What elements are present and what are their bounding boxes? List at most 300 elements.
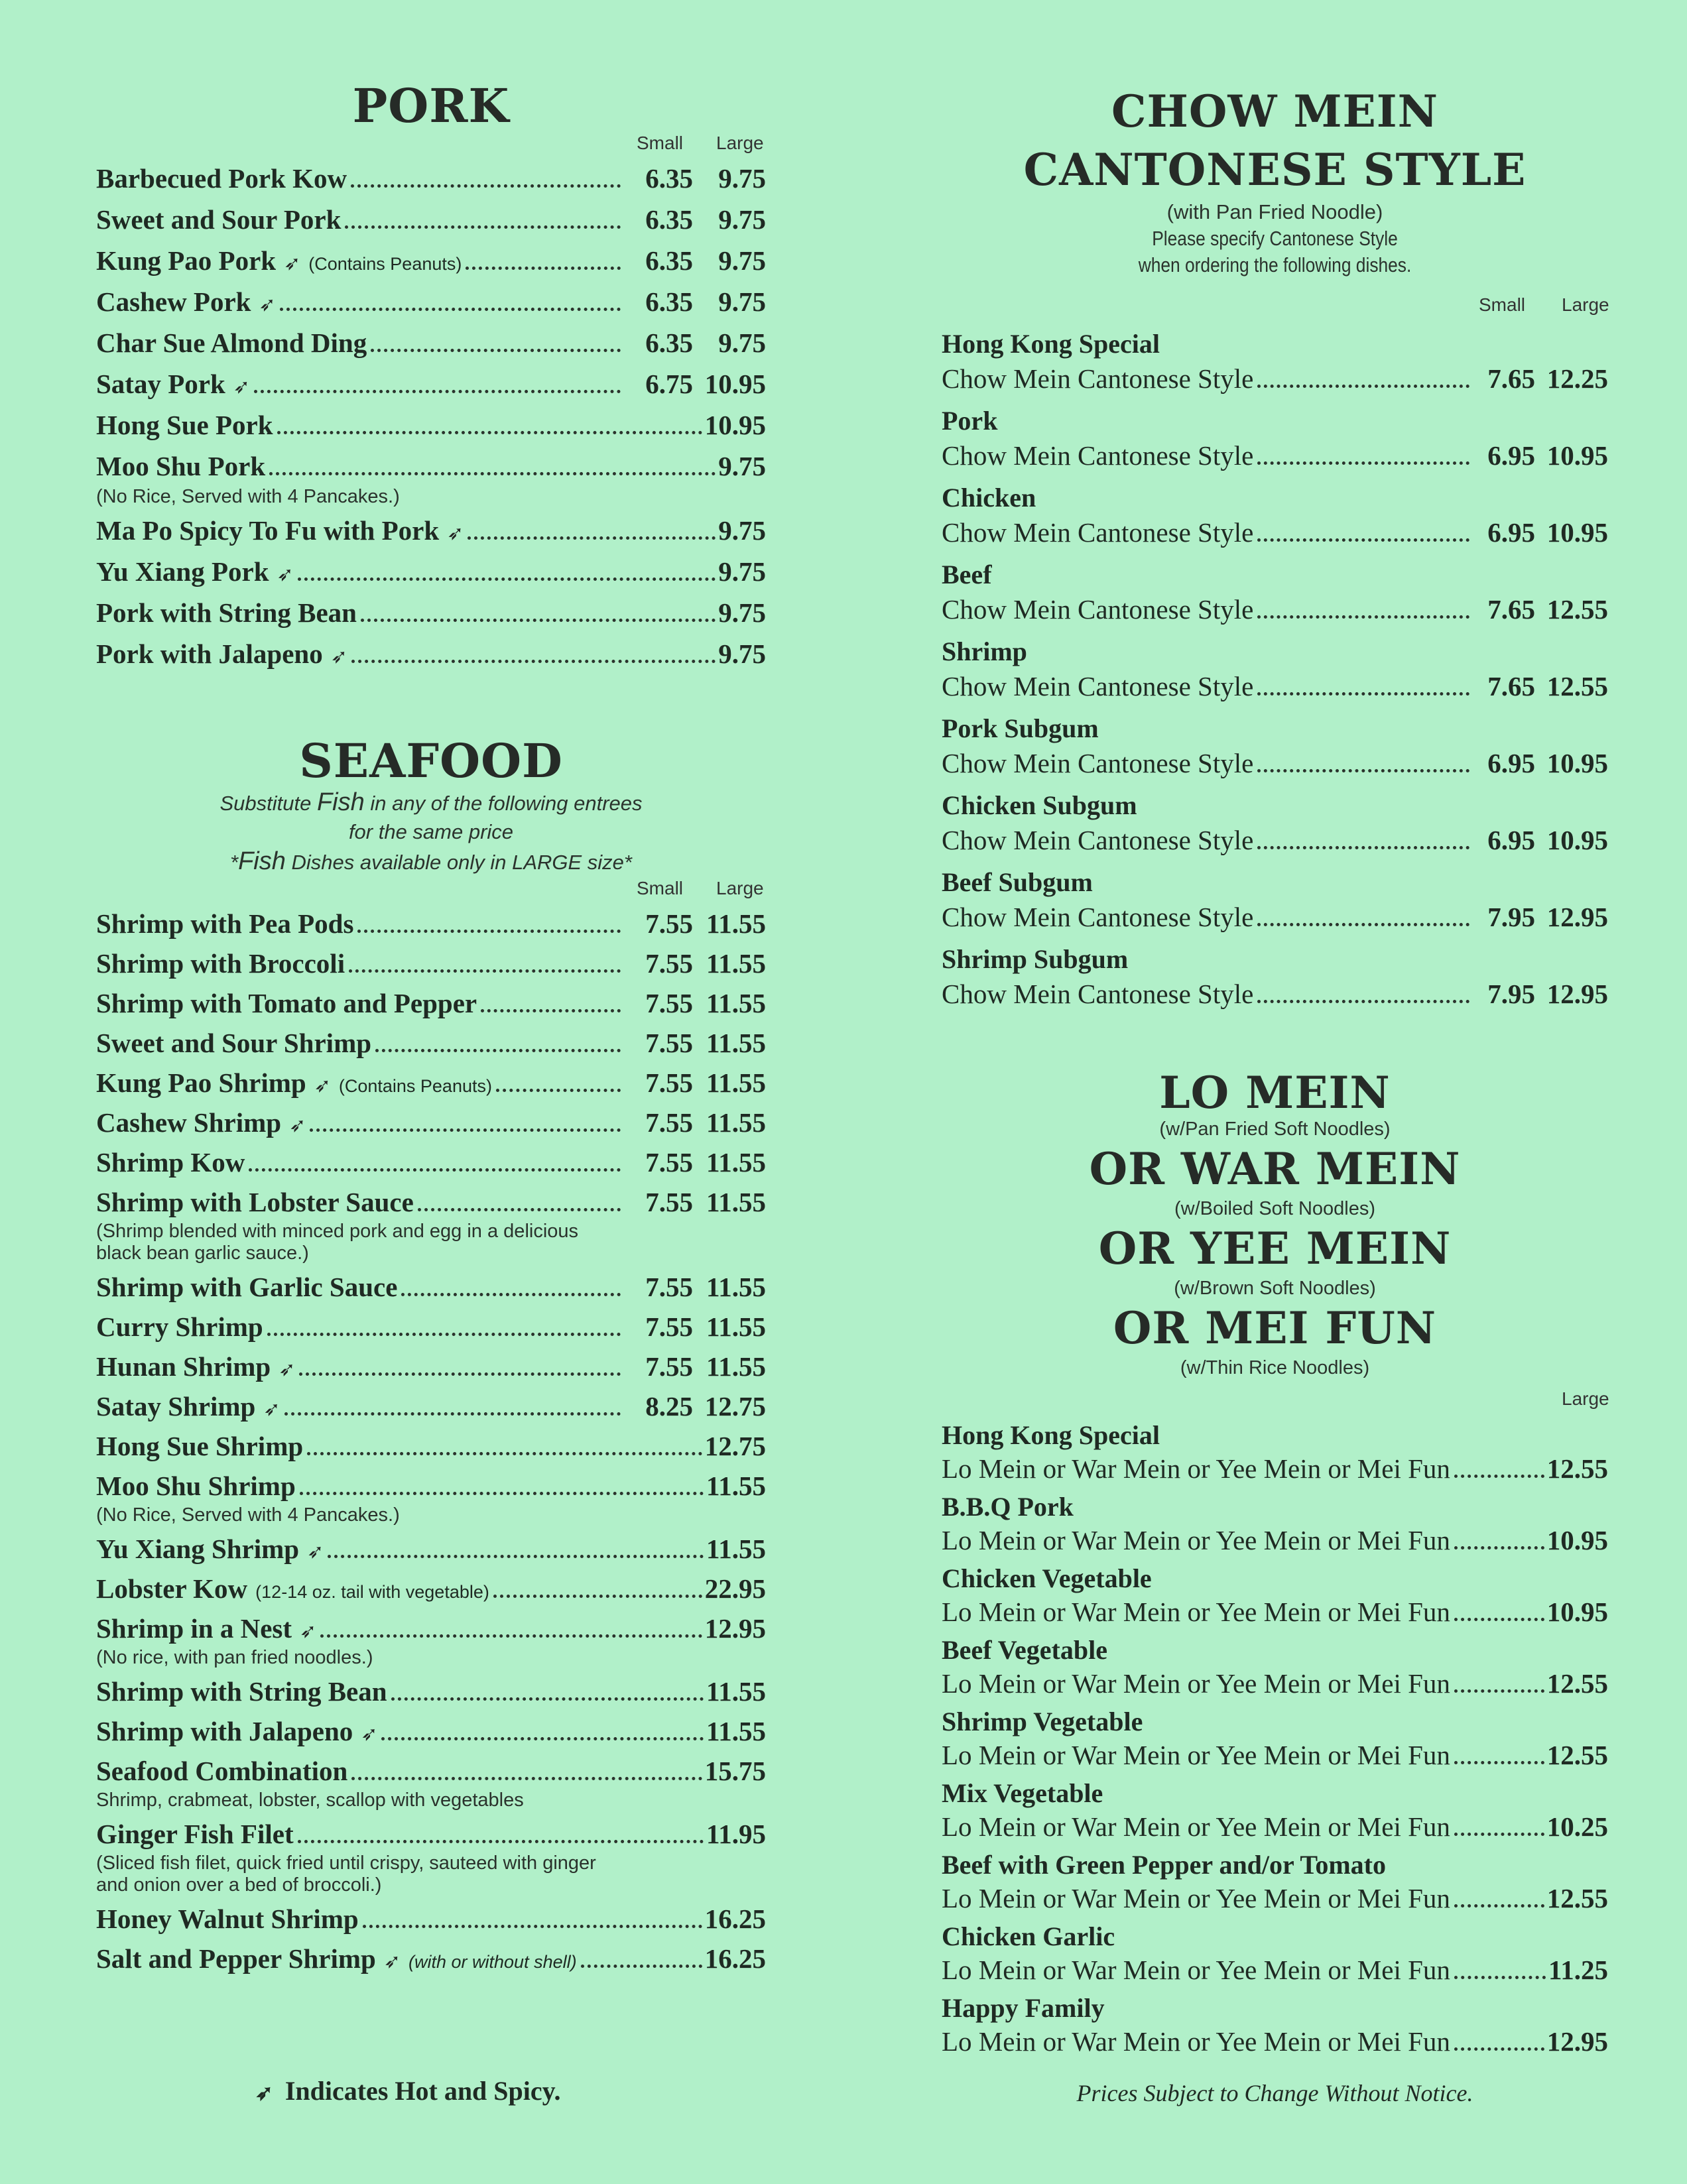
item-style: Chow Mein Cantonese Style — [942, 825, 1254, 855]
large-price: 9.75 — [718, 163, 766, 194]
dot-leader — [466, 267, 621, 270]
item-note: (12-14 oz. tail with vegetable) — [255, 1582, 489, 1602]
item-name: Hong Sue Shrimp — [96, 1431, 304, 1461]
dot-leader — [1454, 1904, 1544, 1908]
menu-item-row — [942, 593, 1608, 632]
menu-item — [96, 1027, 766, 1067]
dot-leader — [320, 1634, 702, 1638]
menu-item — [96, 1470, 766, 1526]
menu-item — [96, 1146, 766, 1186]
menu-item — [96, 409, 766, 450]
item-name: Shrimp in a Nest — [96, 1613, 292, 1644]
pork-section — [96, 80, 766, 679]
item-name: Shrimp with Lobster Sauce — [96, 1187, 414, 1217]
menu-item — [942, 1705, 1608, 1776]
item-style: Chow Mein Cantonese Style — [942, 517, 1254, 548]
dot-leader — [493, 1595, 702, 1598]
subtitle: (with Pan Fried Noodle) — [1166, 200, 1383, 223]
menu-list — [96, 908, 766, 1982]
item-name: Beef — [942, 560, 992, 589]
price-header — [942, 1388, 1608, 1418]
menu-item — [96, 1351, 766, 1390]
dot-leader — [349, 969, 621, 973]
dot-leader — [1257, 538, 1469, 542]
menu-item-row — [942, 516, 1608, 555]
dot-leader — [1454, 1689, 1544, 1693]
item-name: Yu Xiang Shrimp — [96, 1534, 300, 1564]
menu-item — [96, 1755, 766, 1811]
menu-item-row — [96, 1755, 766, 1795]
pepper-icon: ➶ — [233, 376, 250, 398]
menu-item — [96, 1818, 766, 1896]
sub-text: Substitute — [219, 792, 317, 815]
item-name: Cashew Shrimp — [96, 1107, 282, 1138]
chow-mein-section — [942, 82, 1608, 1016]
menu-item — [96, 556, 766, 597]
small-price: 7.65 — [1487, 363, 1535, 394]
item-name: Sweet and Sour Shrimp — [96, 1028, 372, 1058]
menu-item-row — [942, 1954, 1608, 1991]
item-name: Lobster Kow — [96, 1573, 248, 1604]
large-price: 12.95 — [1546, 2026, 1608, 2057]
small-price: 7.55 — [645, 1107, 693, 1138]
large-price: 22.95 — [704, 1573, 766, 1604]
menu-item-row — [942, 1882, 1608, 1919]
dot-leader — [357, 930, 621, 933]
dot-leader — [1454, 1761, 1544, 1764]
large-price: 11.55 — [706, 948, 766, 979]
menu-item-row — [942, 747, 1608, 786]
dot-leader — [361, 619, 716, 622]
menu-list — [942, 1418, 1608, 2063]
item-description: (Shrimp blended with minced pork and egg in a delicious black bean garlic sauce.) — [96, 1221, 579, 1264]
small-price: 6.95 — [1487, 825, 1535, 855]
menu-item — [942, 632, 1608, 709]
price-notice: Prices Subject to Change Without Notice. — [1076, 2080, 1473, 2106]
large-price: 12.75 — [704, 1431, 766, 1461]
menu-item — [96, 1903, 766, 1943]
menu-item-row — [96, 1311, 766, 1351]
large-label: Large — [716, 133, 764, 153]
menu-item-row — [96, 556, 766, 597]
dot-leader — [298, 1840, 704, 1843]
menu-item-row — [96, 1107, 766, 1146]
menu-item — [96, 1390, 766, 1430]
item-note: (with or without shell) — [408, 1952, 577, 1972]
small-price: 6.95 — [1487, 748, 1535, 778]
large-price: 11.55 — [706, 1311, 766, 1342]
item-name: Pork — [942, 406, 998, 436]
small-price: 7.95 — [1487, 902, 1535, 932]
section-title: OR MEI FUN — [1113, 1302, 1437, 1354]
pepper-icon: ➶ — [263, 1398, 281, 1420]
menu-item-row — [942, 1739, 1608, 1776]
section-title: PORK — [352, 78, 510, 133]
item-name: Shrimp Kow — [96, 1147, 245, 1178]
large-price: 10.95 — [1546, 440, 1608, 471]
pepper-icon: ➶ — [300, 1620, 317, 1642]
menu-item — [942, 1776, 1608, 1848]
small-price: 6.35 — [645, 286, 693, 317]
large-price: 11.55 — [706, 988, 766, 1018]
dot-leader — [1257, 385, 1469, 388]
large-price: 12.95 — [704, 1613, 766, 1644]
item-name: Shrimp with Broccoli — [96, 948, 345, 979]
item-style: Lo Mein or War Mein or Yee Mein or Mei Fun — [942, 2026, 1450, 2057]
item-name: Chicken Garlic — [942, 1921, 1115, 1951]
large-price: 11.55 — [706, 1272, 766, 1302]
sub-text: in any of the following entrees — [364, 792, 643, 815]
section-title: SEAFOOD — [299, 733, 563, 788]
spicy-legend — [255, 2075, 560, 2106]
menu-item-row — [942, 1453, 1608, 1490]
section-title: CANTONESE STYLE — [1023, 144, 1527, 196]
large-price: 9.75 — [718, 451, 766, 481]
menu-item-row — [96, 515, 766, 556]
item-style: Lo Mein or War Mein or Yee Mein or Mei Fun — [942, 1525, 1450, 1555]
item-style: Chow Mein Cantonese Style — [942, 979, 1254, 1009]
legend-text: Indicates Hot and Spicy. — [284, 2076, 561, 2106]
menu-item — [96, 1573, 766, 1612]
item-style: Lo Mein or War Mein or Yee Mein or Mei Fun — [942, 1740, 1450, 1770]
large-price: 10.95 — [704, 369, 766, 399]
item-name: Beef Subgum — [942, 867, 1093, 897]
large-price: 11.55 — [706, 1471, 766, 1501]
large-price: 12.95 — [1546, 902, 1608, 932]
menu-item-row — [96, 1271, 766, 1311]
large-price: 9.75 — [718, 597, 766, 628]
large-price: 11.95 — [706, 1819, 766, 1849]
menu-item-row — [96, 286, 766, 327]
dot-leader — [1454, 1546, 1544, 1549]
small-price: 7.55 — [645, 1187, 693, 1217]
large-price: 12.55 — [1546, 1668, 1608, 1699]
large-price: 9.75 — [718, 204, 766, 235]
large-label: Large — [716, 878, 764, 898]
dot-leader — [298, 577, 716, 581]
item-name: Ginger Fish Filet — [96, 1819, 294, 1849]
dot-leader — [496, 1089, 621, 1092]
large-price: 10.25 — [1546, 1811, 1608, 1842]
menu-item-row — [96, 1715, 766, 1755]
small-price: 7.55 — [645, 948, 693, 979]
menu-item — [96, 368, 766, 409]
menu-item — [96, 286, 766, 327]
item-style: Lo Mein or War Mein or Yee Mein or Mei Fun — [942, 1597, 1450, 1627]
small-price: 7.55 — [645, 1351, 693, 1382]
subtitle: (w/Thin Rice Noodles) — [1180, 1357, 1370, 1378]
dot-leader — [1257, 692, 1469, 696]
large-price: 9.75 — [718, 328, 766, 358]
small-price: 6.35 — [645, 328, 693, 358]
menu-item — [96, 1430, 766, 1470]
menu-item — [96, 987, 766, 1027]
dot-leader — [468, 536, 716, 540]
menu-item-row — [96, 327, 766, 368]
menu-item-row — [96, 1027, 766, 1067]
dot-leader — [381, 1737, 704, 1740]
item-name: Curry Shrimp — [96, 1311, 263, 1342]
menu-item-row — [96, 1818, 766, 1858]
dot-leader — [299, 1372, 621, 1376]
item-description: (No Rice, Served with 4 Pancakes.) — [96, 1504, 400, 1526]
item-style: Lo Mein or War Mein or Yee Mein or Mei Fun — [942, 1453, 1450, 1484]
dot-leader — [310, 1128, 621, 1132]
dot-leader — [391, 1697, 704, 1701]
price-header — [96, 133, 766, 162]
price-header — [942, 294, 1608, 324]
menu-item — [96, 597, 766, 638]
menu-item-row — [942, 1524, 1608, 1561]
small-price: 6.35 — [645, 204, 693, 235]
menu-item-row — [942, 1811, 1608, 1848]
large-price: 11.55 — [706, 1028, 766, 1058]
substitution-note — [96, 788, 766, 818]
menu-item — [942, 555, 1608, 632]
menu-item-row — [96, 1067, 766, 1107]
item-name: Hunan Shrimp — [96, 1351, 271, 1382]
dot-leader — [375, 1049, 621, 1052]
dot-leader — [284, 1412, 621, 1416]
item-style: Chow Mein Cantonese Style — [942, 440, 1254, 471]
item-description: (No Rice, Served with 4 Pancakes.) — [96, 486, 400, 507]
item-style: Chow Mein Cantonese Style — [942, 748, 1254, 778]
large-price: 10.95 — [1546, 748, 1608, 778]
small-price: 7.55 — [645, 1028, 693, 1058]
pepper-icon: ➶ — [447, 522, 464, 544]
item-name: Kung Pao Pork — [96, 245, 277, 276]
section-title: CHOW MEIN — [1111, 86, 1439, 137]
large-price: 10.95 — [704, 410, 766, 440]
item-name: B.B.Q Pork — [942, 1492, 1074, 1522]
menu-item-row — [96, 638, 766, 679]
large-price: 10.95 — [1546, 825, 1608, 855]
substitution-note: for the same price — [348, 820, 514, 843]
small-price: 7.65 — [1487, 594, 1535, 625]
item-name: Shrimp with String Bean — [96, 1676, 387, 1707]
menu-item-row — [96, 1675, 766, 1715]
menu-item-row — [96, 947, 766, 987]
item-name: Hong Sue Pork — [96, 410, 273, 440]
menu-item — [942, 1848, 1608, 1919]
small-price: 6.35 — [645, 163, 693, 194]
item-name: Shrimp with Garlic Sauce — [96, 1272, 398, 1302]
menu-item-row — [942, 1668, 1608, 1705]
dot-leader — [280, 308, 621, 311]
menu-item-row — [96, 1903, 766, 1943]
menu-item — [942, 324, 1608, 401]
section-title: LO MEIN — [1159, 1067, 1391, 1119]
item-name: Chicken — [942, 483, 1036, 513]
small-price: 7.55 — [645, 1311, 693, 1342]
large-price: 9.75 — [718, 286, 766, 317]
menu-item-row — [96, 1612, 766, 1652]
large-label: Large — [1562, 1388, 1609, 1409]
dot-leader — [254, 390, 621, 393]
item-name: Kung Pao Shrimp — [96, 1067, 306, 1098]
dot-leader — [351, 1777, 702, 1780]
menu-item — [96, 1107, 766, 1146]
menu-item — [96, 1943, 766, 1982]
pepper-icon: ➶ — [279, 1359, 296, 1380]
lo-mein-section — [942, 1067, 1608, 2063]
item-name: Ma Po Spicy To Fu with Pork — [96, 515, 440, 546]
item-name: Moo Shu Shrimp — [96, 1471, 296, 1501]
dot-leader — [328, 1555, 704, 1558]
menu-item-row — [942, 363, 1608, 401]
menu-item-row — [96, 450, 766, 491]
dot-leader — [1257, 923, 1469, 926]
sub-text: Dishes available only in LARGE size* — [285, 851, 632, 874]
menu-item — [942, 1418, 1608, 1490]
menu-item-row — [96, 1430, 766, 1470]
subtitle: (w/Boiled Soft Noodles) — [1174, 1198, 1376, 1219]
dot-leader — [351, 660, 716, 663]
menu-item-row — [942, 901, 1608, 940]
subtitle: Please specify Cantonese Style — [1152, 227, 1398, 250]
menu-item-row — [96, 1470, 766, 1510]
menu-item — [96, 1271, 766, 1311]
large-price: 11.55 — [706, 1107, 766, 1138]
menu-item-row — [96, 1186, 766, 1226]
menu-item — [96, 1612, 766, 1669]
menu-item-row — [942, 824, 1608, 863]
menu-item — [96, 908, 766, 947]
menu-item-row — [942, 1596, 1608, 1633]
item-name: Barbecued Pork Kow — [96, 163, 347, 194]
menu-item-row — [96, 204, 766, 245]
large-price: 11.55 — [706, 1147, 766, 1178]
dot-leader — [1257, 769, 1469, 772]
dot-leader — [307, 1452, 702, 1455]
section-title: OR WAR MEIN — [1089, 1143, 1461, 1195]
sub-text: * — [230, 851, 239, 874]
dot-leader — [418, 1208, 621, 1211]
pepper-icon: ➶ — [277, 564, 294, 585]
small-price: 6.95 — [1487, 440, 1535, 471]
item-name: Satay Shrimp — [96, 1391, 256, 1422]
item-description: Shrimp, crabmeat, lobster, scallop with vegetables — [96, 1790, 524, 1811]
item-name: Pork with String Bean — [96, 597, 357, 628]
item-style: Chow Mein Cantonese Style — [942, 594, 1254, 625]
large-price: 11.55 — [706, 908, 766, 939]
dot-leader — [1257, 461, 1469, 465]
dot-leader — [1257, 1000, 1469, 1003]
item-name: Mix Vegetable — [942, 1778, 1103, 1808]
menu-item — [942, 940, 1608, 1016]
menu-item-row — [96, 908, 766, 947]
large-price: 9.75 — [718, 245, 766, 276]
menu-item — [942, 709, 1608, 786]
large-price: 15.75 — [704, 1756, 766, 1786]
item-name: Beef Vegetable — [942, 1635, 1107, 1665]
menu-item-row — [942, 978, 1608, 1016]
large-price: 12.55 — [1546, 671, 1608, 701]
menu-item — [96, 1067, 766, 1107]
menu-item — [96, 245, 766, 286]
large-price: 12.95 — [1546, 979, 1608, 1009]
small-price: 7.55 — [645, 908, 693, 939]
pepper-icon: ➶ — [284, 253, 301, 274]
menu-item-row — [942, 670, 1608, 709]
large-price: 11.55 — [706, 1534, 766, 1564]
dot-leader — [1454, 1976, 1546, 1979]
menu-item — [96, 515, 766, 556]
item-name: Shrimp with Pea Pods — [96, 908, 354, 939]
item-name: Char Sue Almond Ding — [96, 328, 367, 358]
large-price: 11.55 — [706, 1067, 766, 1098]
menu-item — [96, 1311, 766, 1351]
item-name: Satay Pork — [96, 369, 225, 399]
item-name: Salt and Pepper Shrimp — [96, 1943, 376, 1974]
large-price: 9.75 — [718, 556, 766, 587]
menu-item — [96, 947, 766, 987]
dot-leader — [1454, 1475, 1544, 1478]
item-style: Lo Mein or War Mein or Yee Mein or Mei Fun — [942, 1668, 1450, 1699]
menu-item-row — [96, 1943, 766, 1982]
dot-leader — [1454, 1618, 1544, 1621]
small-price: 7.55 — [645, 1147, 693, 1178]
dot-leader — [300, 1492, 704, 1495]
dot-leader — [401, 1293, 621, 1296]
menu-item — [96, 450, 766, 508]
small-price: 7.95 — [1487, 979, 1535, 1009]
menu-item-row — [96, 987, 766, 1027]
large-price: 11.55 — [706, 1351, 766, 1382]
menu-item-row — [96, 409, 766, 450]
pepper-icon: ➶ — [259, 294, 276, 316]
dot-leader — [269, 472, 716, 475]
small-price: 7.55 — [645, 1272, 693, 1302]
large-price: 12.55 — [1546, 1883, 1608, 1913]
item-name: Hong Kong Special — [942, 1420, 1160, 1450]
menu-item — [96, 327, 766, 368]
item-name: Shrimp Vegetable — [942, 1707, 1143, 1736]
menu-item — [942, 1633, 1608, 1705]
menu-list — [96, 162, 766, 679]
dot-leader — [345, 225, 621, 229]
large-only-note — [96, 846, 766, 878]
fish-word: Fish — [316, 788, 365, 816]
menu-item-row — [942, 440, 1608, 478]
dot-leader — [363, 1925, 702, 1928]
item-name: Chicken Subgum — [942, 790, 1137, 820]
menu-item — [942, 1991, 1608, 2063]
large-price: 10.95 — [1546, 1597, 1608, 1627]
fish-word: Fish — [238, 847, 286, 875]
large-price: 12.55 — [1546, 1740, 1608, 1770]
small-price: 8.25 — [645, 1391, 693, 1422]
pepper-icon: ➶ — [361, 1723, 378, 1745]
subtitle: (w/Pan Fried Soft Noodles) — [1159, 1119, 1391, 1140]
large-price: 12.55 — [1546, 594, 1608, 625]
large-price: 10.95 — [1546, 1525, 1608, 1555]
item-note: (Contains Peanuts) — [308, 254, 462, 274]
dot-leader — [1257, 615, 1469, 619]
menu-item — [96, 638, 766, 679]
small-price: 7.65 — [1487, 671, 1535, 701]
subtitle: (w/Brown Soft Noodles) — [1174, 1278, 1376, 1299]
small-price: 7.55 — [645, 988, 693, 1018]
large-price: 12.25 — [1546, 363, 1608, 394]
dot-leader — [267, 1333, 621, 1336]
item-style: Chow Mein Cantonese Style — [942, 671, 1254, 701]
menu-item — [96, 1186, 766, 1264]
dot-leader — [581, 1965, 702, 1968]
large-price: 16.25 — [704, 1904, 766, 1934]
large-price: 11.55 — [706, 1187, 766, 1217]
menu-item — [942, 1561, 1608, 1633]
